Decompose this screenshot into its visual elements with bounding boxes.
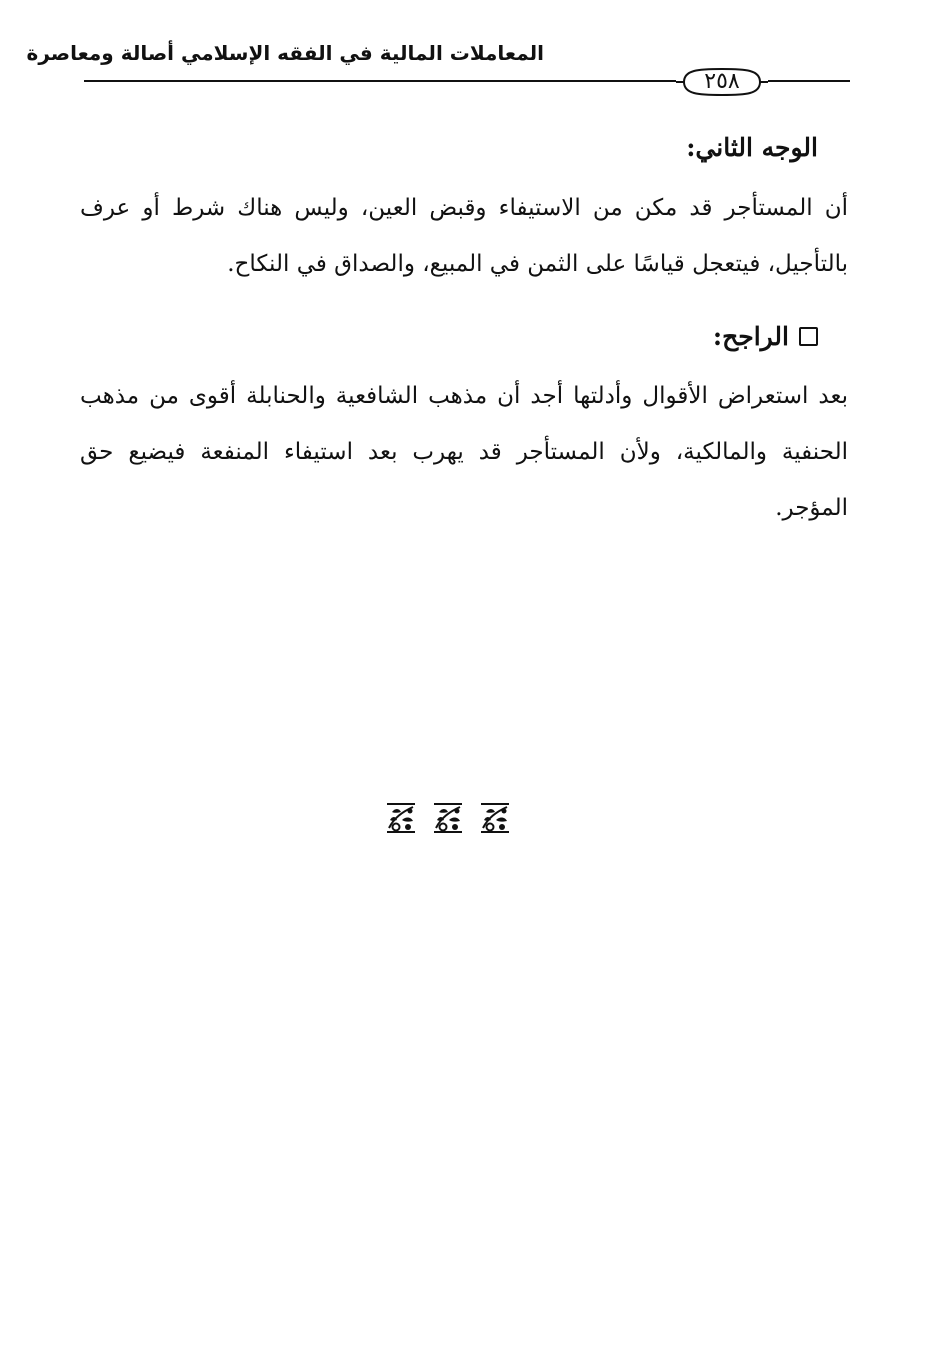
section-heading-preferred <box>713 317 818 357</box>
paragraph: أن المستأجر قد مكن من الاستيفاء وقبض العين، وليس هناك شرط أو عرف بالتأجيل، فيتعجل قياسًا على الثمن في المبيع، والصداق في النكاح. <box>80 195 848 277</box>
section-end-ornament <box>384 800 512 836</box>
floral-ornament-icon <box>384 800 418 836</box>
checkbox-square-icon <box>799 327 818 346</box>
section-heading <box>686 128 818 168</box>
section-heading-text: الراجح: <box>712 322 789 351</box>
floral-ornament-icon <box>431 800 465 836</box>
running-head: المعاملات المالية في الفقه الإسلامي أصالة ومعاصرة <box>26 41 544 65</box>
page-number: ٢٥٨ <box>704 69 740 94</box>
section-heading-text: الوجه الثاني: <box>686 133 818 162</box>
floral-ornament-icon <box>478 800 512 836</box>
paragraph: بعد استعراض الأقوال وأدلتها أجد أن مذهب الشافعية والحنابلة أقوى من مذهب الحنفية والمالكية، ولأن المستأجر قد يهرب بعد استيفاء المنفعة فيضيع حق المؤجر. <box>80 383 848 521</box>
page-number-box <box>676 66 768 98</box>
